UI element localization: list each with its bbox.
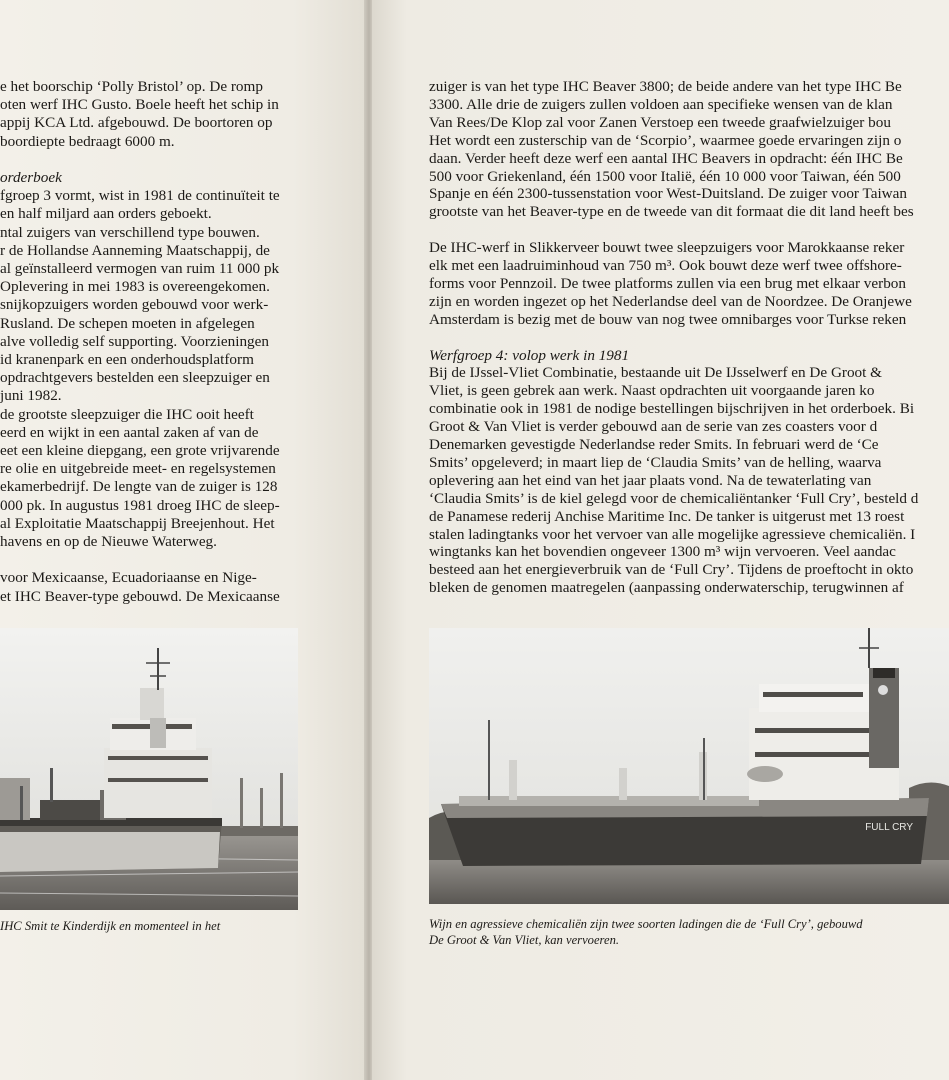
left-text-line: ntal zuigers van verschillend type bouwen.	[0, 223, 260, 241]
right-text-line: elk met een laadruiminhoud van 750 m³. Ook bouwt deze werf twee offshore-	[429, 257, 902, 274]
left-text-line: orderboek	[0, 169, 62, 186]
right-ship-photo	[429, 628, 949, 904]
left-text-line: de grootste sleepzuiger die IHC ooit heeft	[0, 405, 254, 423]
right-text-line: Werfgroep 4: volop werk in 1981	[429, 346, 630, 364]
left-text-line: voor Mexicaanse, Ecuadoriaanse en Nige-	[0, 569, 257, 587]
left-text-line: e het boorschip ‘Polly Bristol’ op. De romp	[0, 78, 263, 95]
left-text-line: boordiepte bedraagt 6000 m.	[0, 132, 175, 150]
left-text-line: fgroep 3 vormt, wist in 1981 de continuïteit te	[0, 187, 280, 205]
left-text-line: snijkopzuigers worden gebouwd voor werk-	[0, 296, 269, 314]
right-text-line: De IHC-werf in Slikkerveer bouwt twee sleepzuigers voor Marokkaanse reker	[429, 239, 905, 257]
right-text-line: 3300. Alle drie de zuigers zullen voldoen aan specifieke wensen van de klan	[429, 95, 893, 113]
right-photo-caption-line2: De Groot & Van Vliet, kan vervoeren.	[429, 933, 620, 947]
right-text-line: de Panamese rederij Anchise Maritime Inc. De tanker is uitgerust met 13 roest	[429, 507, 905, 525]
left-text-line: havens en op de Nieuwe Waterweg.	[0, 533, 217, 550]
right-text-line: combinatie ook in 1981 de nodige bestellingen bijschrijven in het orderboek. Bi	[429, 400, 915, 418]
left-text-line: alve volledig self supporting. Voorzieningen	[0, 332, 269, 350]
right-text-line: forms voor Pennzoil. De twee platforms zullen via een brug met elkaar verbon	[429, 274, 906, 292]
left-text-line: opdrachtgevers bestelden een sleepzuiger en	[0, 369, 270, 387]
left-text-line: appij KCA Ltd. afgebouwd. De boortoren op	[0, 114, 273, 132]
right-text-line: stalen ladingtanks voor het vervoer van alle mogelijke agressieve chemicaliën. I	[429, 525, 916, 543]
right-text-line: zijn en worden ingezet op het Nederlandse deel van de Noordzee. De Oranjewe	[429, 292, 912, 310]
left-text-line: 000 pk. In augustus 1981 droeg IHC de sleep-	[0, 496, 280, 514]
left-text-line: id kranenpark en een onderhoudsplatform	[0, 351, 254, 368]
right-text-line: Bij de IJssel-Vliet Combinatie, bestaande uit De IJsselwerf en De Groot &	[429, 364, 882, 382]
left-photo-caption: IHC Smit te Kinderdijk en momenteel in het	[0, 919, 221, 933]
left-text-line: et IHC Beaver-type gebouwd. De Mexicaanse	[0, 587, 280, 605]
right-text-line: Vliet, is geen gebrek aan werk. Naast opdrachten uit voorgaande jaren ko	[429, 382, 875, 400]
right-text-line: Amsterdam is bezig met de bouw van nog twee omnibarges voor Turkse reken	[429, 310, 907, 328]
ship-name-label: FULL CRY	[865, 822, 913, 833]
right-text-line: wingtanks kan het bovendien ongeveer 1300 m³ wijn vervoeren. Veel aandac	[429, 543, 896, 561]
left-ship-photo	[0, 628, 298, 910]
right-text-line: zuiger is van het type IHC Beaver 3800; de beide andere van het type IHC Be	[429, 78, 902, 95]
left-text-line: oten werf IHC Gusto. Boele heeft het schip in	[0, 96, 279, 114]
right-text-line: 500 voor Griekenland, één 1500 voor Italië, één 10 000 voor Taiwan, één 500	[429, 167, 901, 185]
right-text-line: oplevering aan het eind van het jaar plaats vond. Na de tewaterlating van	[429, 471, 872, 489]
right-text-line: ‘Claudia Smits’ is de kiel gelegd voor de chemicaliëntanker ‘Full Cry’, besteld d	[429, 489, 919, 507]
left-text-line: al geïnstalleerd vermogen van ruim 11 000 pk	[0, 260, 280, 277]
right-text-line: bleken de genomen maatregelen (aanpassing onderwaterschip, terugwinnen af	[429, 579, 904, 597]
left-text-line: re olie en uitgebreide meet- en regelsystemen	[0, 460, 276, 478]
right-text-line: daan. Verder heeft deze werf een aantal IHC Beavers in opdracht: één IHC Be	[429, 149, 903, 167]
left-text-line: al Exploitatie Maatschappij Breejenhout. Het	[0, 514, 275, 532]
left-text-line: eerd en wijkt in een aantal zaken af van de	[0, 423, 259, 441]
left-text-line: eet een kleine diepgang, een grote vrijvarende	[0, 442, 280, 459]
right-text-line: Denemarken gevestigde Nederlandse reder Smits. In februari werd de ‘Ce	[429, 436, 879, 453]
right-text-line: besteed aan het energieverbruik van de ‘Full Cry’. Tijdens de proeftocht in okto	[429, 561, 914, 579]
right-text-line: Groot & Van Vliet is verder gebouwd aan de serie van zes coasters voor d	[429, 418, 878, 436]
left-text-line: en half miljard aan orders geboekt.	[0, 205, 212, 223]
right-text-line: Smits’ opgeleverd; in maart liep de ‘Claudia Smits’ van de helling, waarva	[429, 453, 882, 471]
right-text-line: Spanje en één 2300-tussenstation voor West-Duitsland. De zuiger voor Taiwan	[429, 185, 907, 203]
left-text-line: ekamerbedrijf. De lengte van de zuiger is 128	[0, 478, 278, 496]
right-text-line: Van Rees/De Klop zal voor Zanen Verstoep een tweede graafwielzuiger bou	[429, 113, 891, 131]
right-text-line: Het wordt een zusterschip van de ‘Scorpio’, waarmee goede ervaringen zijn o	[429, 131, 902, 149]
left-text-line: r de Hollandse Aanneming Maatschappij, de	[0, 241, 270, 259]
left-text-line: Oplevering in mei 1983 is overeengekomen.	[0, 278, 270, 296]
right-text-line: grootste van het Beaver-type en de tweede van dit formaat die dit land heeft bes	[429, 203, 914, 221]
left-text-line: Rusland. De schepen moeten in afgelegen	[0, 314, 255, 332]
right-photo-caption-line1: Wijn en agressieve chemicaliën zijn twee soorten ladingen die de ‘Full Cry’, gebouwd	[429, 917, 863, 931]
left-text-line: juni 1982.	[0, 387, 62, 405]
